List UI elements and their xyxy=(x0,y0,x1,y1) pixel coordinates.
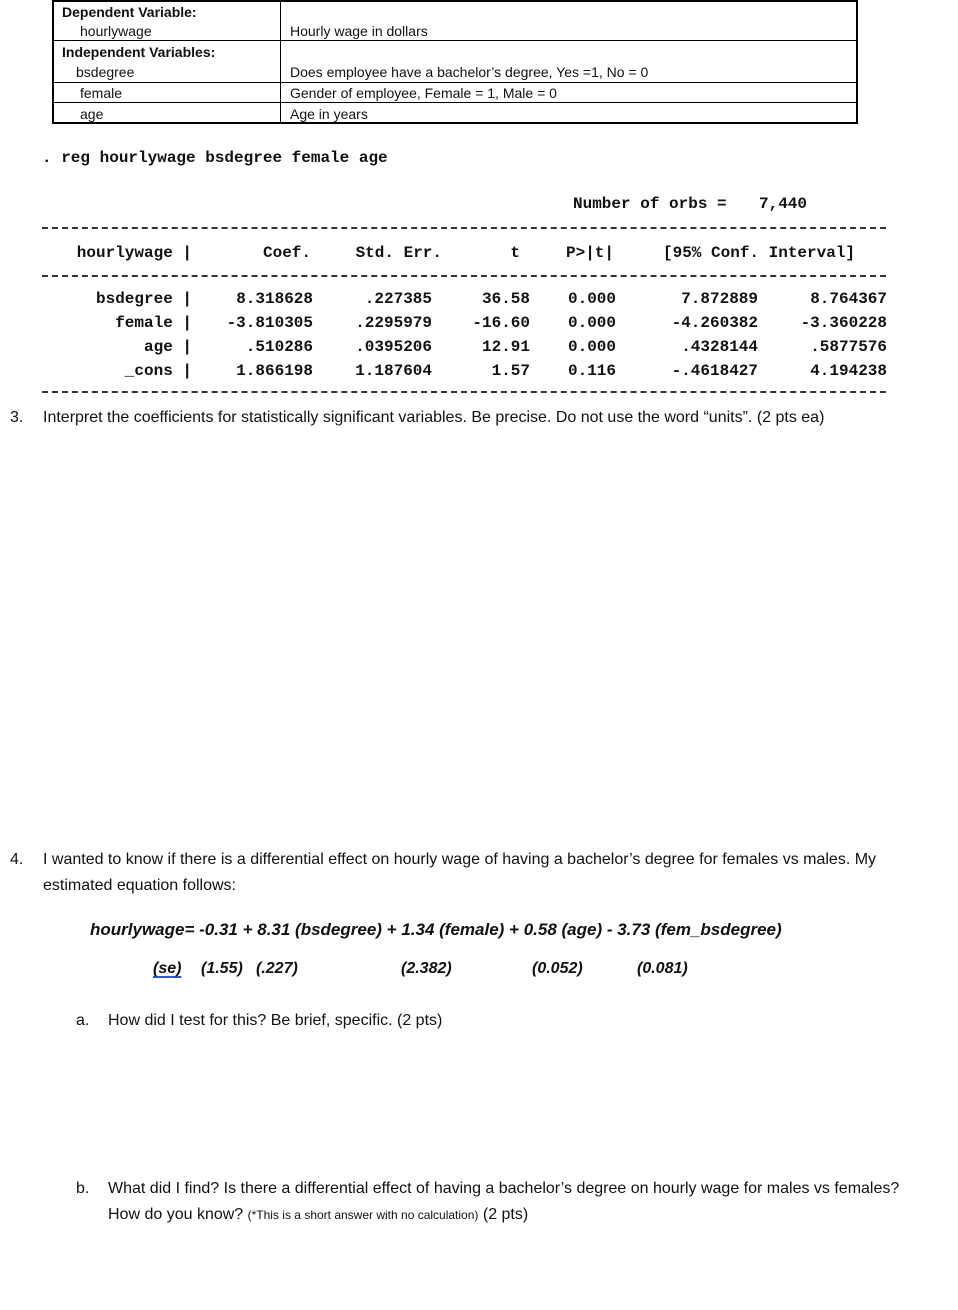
row-se: .2295979 xyxy=(355,314,432,332)
row-var: _cons | xyxy=(124,362,192,380)
subquestion-text-continued xyxy=(108,1202,528,1228)
row-p: 0.116 xyxy=(567,362,616,380)
row-ci-high: 4.194238 xyxy=(810,362,887,380)
column-header-t: t xyxy=(510,244,520,262)
row-p: 0.000 xyxy=(567,338,616,356)
question-text: I wanted to know if there is a differential effect on hourly wage of having a bachelor’s degree for females vs males. My xyxy=(43,851,877,868)
row-ci-high: .5877576 xyxy=(810,338,887,356)
variable-table xyxy=(52,0,858,124)
row-coef: 1.866198 xyxy=(236,362,313,380)
row-se: .227385 xyxy=(364,290,432,308)
estimated-equation: hourlywage= -0.31 + 8.31 (bsdegree) + 1.34 (female) + 0.58 (age) - 3.73 (fem_bsdegree) xyxy=(90,920,782,939)
se-label: (se) xyxy=(153,960,182,977)
independent-variables-header: Independent Variables: xyxy=(62,44,216,60)
table-column-divider xyxy=(280,2,281,122)
row-p: 0.000 xyxy=(567,290,616,308)
subquestion-label: a. xyxy=(76,1012,90,1029)
subquestion-note: (*This is a short answer with no calculation) xyxy=(247,1208,479,1222)
table-row-line xyxy=(54,82,856,83)
subquestion-points: (2 pts) xyxy=(482,1206,529,1223)
subquestion-text: What did I find? Is there a differential effect of having a bachelor’s degree on hourly wage for males vs females? xyxy=(108,1180,900,1197)
table-divider xyxy=(42,391,886,393)
row-t: 36.58 xyxy=(481,290,530,308)
column-header-coef: Coef. xyxy=(262,244,311,262)
dependent-variable-desc: Hourly wage in dollars xyxy=(290,23,428,39)
row-t: -16.60 xyxy=(472,314,530,332)
column-header-ci: [95% Conf. Interval] xyxy=(663,244,856,262)
question-number: 4. xyxy=(10,851,24,868)
column-header-se: Std. Err. xyxy=(355,244,442,262)
variable-name: bsdegree xyxy=(76,64,135,80)
row-ci-low: .4328144 xyxy=(681,338,758,356)
observations-label: Number of orbs = xyxy=(573,195,727,213)
question-number: 3. xyxy=(10,409,24,426)
row-p: 0.000 xyxy=(567,314,616,332)
question-text: Interpret the coefficients for statistically significant variables. Be precise. Do not use the word “units”. (2 pts ea) xyxy=(43,409,825,426)
table-divider xyxy=(42,275,886,277)
regression-command: . reg hourlywage bsdegree female age xyxy=(42,149,388,167)
variable-desc: Age in years xyxy=(290,106,368,122)
table-divider xyxy=(42,227,886,229)
question-text-continued: estimated equation follows: xyxy=(43,877,236,894)
dependent-variable-name: hourlywage xyxy=(80,23,152,39)
row-var: age | xyxy=(143,338,192,356)
row-ci-low: -4.260382 xyxy=(671,314,758,332)
row-se: 1.187604 xyxy=(355,362,432,380)
variable-desc: Gender of employee, Female = 1, Male = 0 xyxy=(290,85,557,101)
row-ci-high: -3.360228 xyxy=(800,314,887,332)
subquestion-label: b. xyxy=(76,1180,90,1197)
row-se: .0395206 xyxy=(355,338,432,356)
row-ci-low: 7.872889 xyxy=(681,290,758,308)
se-value: (1.55) xyxy=(201,960,243,977)
row-coef: 8.318628 xyxy=(236,290,313,308)
subquestion-main: How do you know? xyxy=(108,1206,244,1223)
table-row-line xyxy=(54,102,856,103)
variable-desc: Does employee have a bachelor’s degree, Yes =1, No = 0 xyxy=(290,64,649,80)
se-value: (0.052) xyxy=(532,960,583,977)
row-ci-low: -.4618427 xyxy=(671,362,758,380)
observations-value: 7,440 xyxy=(759,195,808,213)
variable-name: age xyxy=(80,106,104,122)
row-t: 12.91 xyxy=(481,338,530,356)
row-var: female | xyxy=(115,314,192,332)
variable-name: female xyxy=(80,85,123,101)
column-header-p: P>|t| xyxy=(565,244,614,262)
table-row-line xyxy=(54,40,856,41)
se-value: (2.382) xyxy=(401,960,452,977)
se-value: (.227) xyxy=(256,960,298,977)
row-ci-high: 8.764367 xyxy=(810,290,887,308)
row-coef: -3.810305 xyxy=(226,314,313,332)
se-value: (0.081) xyxy=(637,960,688,977)
subquestion-text: How did I test for this? Be brief, specific. (2 pts) xyxy=(108,1012,443,1029)
row-var: bsdegree | xyxy=(95,290,192,308)
dependent-variable-header: Dependent Variable: xyxy=(62,4,197,20)
column-header-var: hourlywage | xyxy=(76,244,192,262)
row-coef: .510286 xyxy=(245,338,313,356)
row-t: 1.57 xyxy=(491,362,530,380)
